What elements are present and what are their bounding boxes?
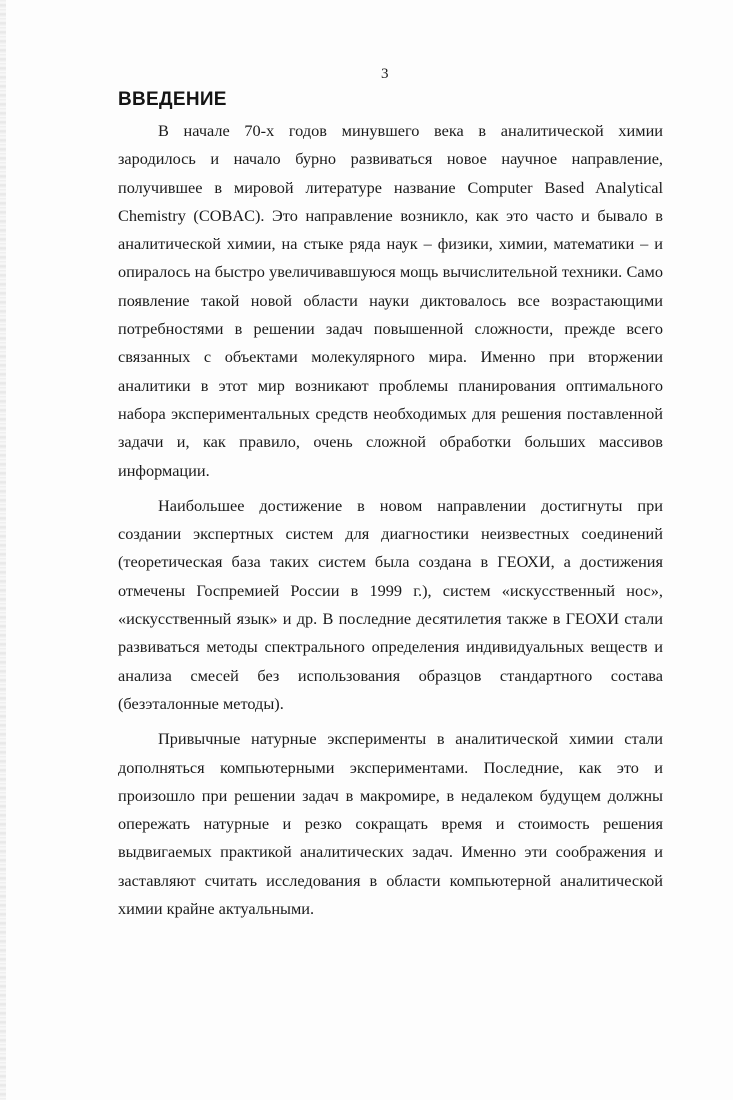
text-line: задачи и, как правило, очень сложной обработки больших массивов bbox=[118, 432, 663, 452]
text-line: выдвигаемых практикой аналитических задач. Именно эти соображения и bbox=[118, 842, 663, 862]
paragraph-1 bbox=[118, 117, 663, 485]
text-line: зародилось и начало бурно развиваться новое научное направление, bbox=[118, 149, 663, 169]
text-line: аналитики в этот мир возникают проблемы планирования оптимального bbox=[118, 375, 663, 395]
text-line: заставляют считать исследования в области компьютерной аналитической bbox=[118, 870, 663, 890]
text-line: отмечены Госпремией России в 1999 г.), систем «искусственный нос», bbox=[118, 580, 663, 600]
text-line: «искусственный язык» и др. В последние десятилетия также в ГЕОХИ стали bbox=[118, 609, 663, 629]
text-line: набора экспериментальных средств необходимых для решения поставленной bbox=[118, 403, 663, 423]
text-line: Наибольшее достижение в новом направлении достигнуты при bbox=[158, 495, 663, 515]
text-line: дополняться компьютерными экспериментами. Последние, как это и bbox=[118, 757, 663, 777]
text-line: развиваться методы спектрального определения индивидуальных веществ и bbox=[118, 637, 663, 657]
text-line: произошло при решении задач в макромире, в недалеком будущем должны bbox=[118, 785, 663, 805]
paragraph-3 bbox=[118, 725, 663, 923]
text-line: потребностями в решении задач повышенной сложности, прежде всего bbox=[118, 319, 663, 339]
text-line: химии крайне актуальными. bbox=[118, 899, 315, 919]
text-line: В начале 70-х годов минувшего века в аналитической химии bbox=[158, 121, 663, 140]
scan-edge-shadow bbox=[0, 0, 6, 1100]
body-text bbox=[118, 117, 663, 923]
text-line: (безэталонные методы). bbox=[118, 693, 284, 713]
page-number: 3 bbox=[381, 66, 389, 82]
text-line: получившее в мировой литературе название Computer Based Analytical bbox=[118, 177, 663, 197]
text-line: Chemistry (COBAC). Это направление возникло, как это часто и бывало в bbox=[118, 205, 663, 225]
text-line: связанных с объектами молекулярного мира. Именно при вторжении bbox=[118, 347, 663, 367]
text-line: Привычные натурные эксперименты в аналитической химии стали bbox=[158, 729, 663, 749]
text-line: информации. bbox=[118, 460, 210, 480]
text-line: опиралось на быстро увеличивавшуюся мощь вычислительной техники. Само bbox=[118, 262, 663, 282]
text-line: анализа смесей без использования образцов стандартного состава bbox=[118, 665, 663, 685]
text-line: опережать натурные и резко сокращать время и стоимость решения bbox=[118, 814, 663, 834]
text-line: аналитической химии, на стыке ряда наук – физики, химии, математики – и bbox=[118, 234, 663, 254]
text-line: появление такой новой области науки диктовалось все возрастающими bbox=[118, 290, 663, 310]
paragraph-2 bbox=[118, 492, 663, 718]
text-line: создании экспертных систем для диагностики неизвестных соединений bbox=[118, 524, 663, 544]
section-heading: ВВЕДЕНИЕ bbox=[118, 89, 227, 110]
text-line: (теоретическая база таких систем была создана в ГЕОХИ, а достижения bbox=[118, 552, 663, 572]
